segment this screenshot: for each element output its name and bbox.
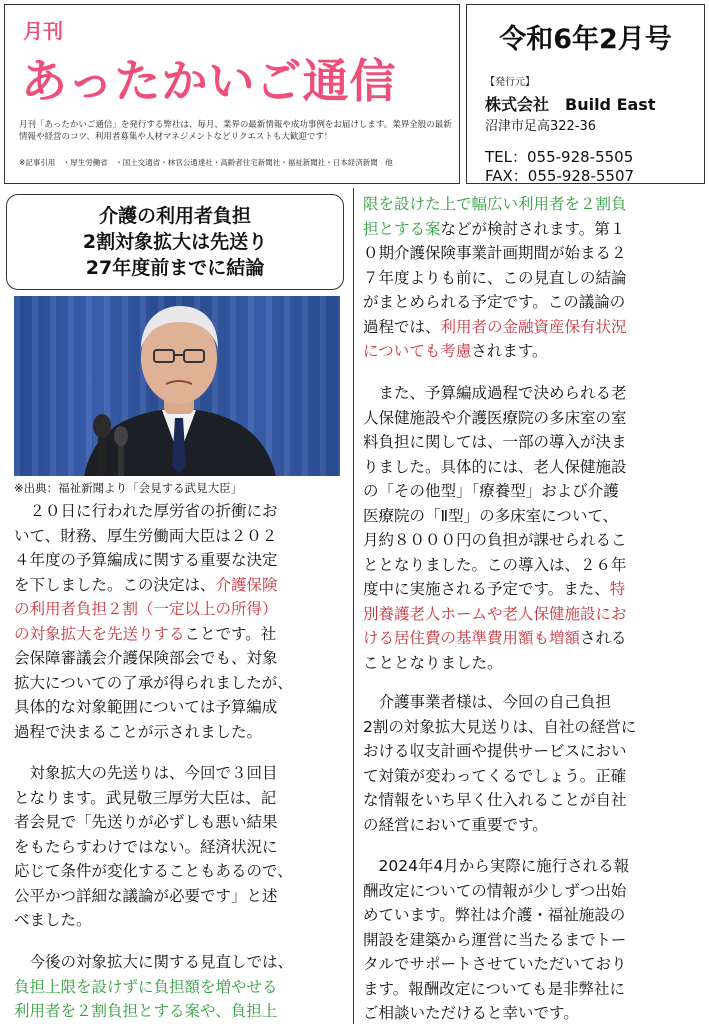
text-line: の「その他型」「療養型」および介護 [363,482,619,500]
publisher-label: 【発行元】 [485,77,535,88]
text-line: を下しました。この決定は、介護保険 [14,575,278,594]
fax-number: FAX：055-928-5507 [485,167,635,185]
text-line: いて、財務、厚生労働両大臣は２０２ [14,526,278,545]
text-line: 担とする案などが検討されます。第１ [363,219,626,238]
text-line: ２０日に行われた厚労省の折衝にお [14,502,278,520]
left-paragraph-2 [14,761,293,933]
highlight-green: 利用者を２割負担とする案や、負担上 [14,1002,278,1020]
text-line: タルでサポートさせていただいており [363,955,627,973]
text-line: りました。具体的には、老人保健施設 [363,457,627,476]
text-line: また、予算編成過程で決められる老 [363,384,627,402]
text-line: となります。武見敬三厚労大臣は、記 [14,788,277,807]
highlight-green: 限を設けた上で幅広い利用者を２割負 [363,195,627,213]
text-line: 拡大についての了承が得られましたが、 [14,673,293,692]
text-line: こととなりました。 [363,653,503,672]
text-line: 度中に実施される予定です。また、特 [363,580,626,598]
company-name: 株式会社 Build East [485,95,656,114]
column-divider [353,188,354,1024]
right-paragraph-4 [363,854,629,1024]
text-line: おける収支計画や提供サービスにおい [363,742,627,760]
text-line: べました。 [14,911,92,929]
right-paragraph-3 [363,690,636,837]
highlight-green: 負担上限を設けずに負担額を増やせる [14,977,278,996]
headline-line: 27年度前までに結論 [85,257,265,279]
text-line: 具体的な対象範囲については予算編成 [14,698,278,716]
headline-line: 2割対象拡大は先送り [82,231,268,253]
text-line: の経営において重要です。 [363,815,548,834]
text-line: 人保健施設や介護医療院の多床室の室 [363,408,627,427]
text-line: ご相談いただけると幸いです。 [363,1004,579,1022]
text-line: 今後の対象拡大に関する見直しでは、 [14,953,294,971]
text-line: 過程では、利用者の金融資産保有状況 [363,317,627,336]
newsletter-title: あったかいご通信 [21,54,397,108]
issue-date: 令和6年2月号 [499,24,672,55]
text-line: ４年度の予算編成に関する重要な決定 [14,551,278,569]
text-line: 2割の対象拡大見送りは、自社の経営に [363,717,637,736]
text-line: ０期介護保険事業計画期間が始まる２ [363,244,627,262]
text-line: 月約８０００円の負担が課せられるこ [363,531,627,549]
text-line: の対象拡大を先送りすることです。社 [14,624,277,643]
article-headline [6,194,344,290]
citation-sources: ※記事引用 ・厚生労働省 ・国土交通省・林官公通達社・高齢者住宅新聞社・福祉新聞社・日本経済新聞 他 [19,158,393,167]
press-conference-photo [14,296,340,476]
right-paragraph-2 [363,381,627,675]
text-line: がまとめられる予定です。この議論の [363,293,626,311]
text-line: 開設を建築から運営に当たるまでトー [363,930,627,949]
newsletter-description: 月刊「あったかいご通信」を発行する弊社は、毎月、業界の最新情報や成功事例をお届けします。業界全般の最新情報や経営のコツ、利用者募集や人材マネジメントなどリクエストも大歓迎です！ [19,120,452,142]
text-line: 者会見で「先送りが必ずしも悪い結果 [14,813,278,831]
text-line: ７年度よりも前に、この見直しの結論 [363,268,627,287]
text-line: についても考慮されます。 [363,342,548,360]
right-paragraph-1 [363,192,627,364]
text-line: 料負担に関しては、一部の導入が決ま [363,433,627,451]
text-line: ける居住費の基準費用額も増額される [363,629,627,647]
photo-caption: ※出典：福祉新聞より「会見する武見大臣」 [14,481,243,495]
company-address: 沼津市足高322-36 [485,119,597,134]
headline-line: 介護の利用者負担 [98,205,251,227]
text-line: 応じて条件が変化することもあるので、 [14,862,293,880]
phone-number: TEL：055-928-5505 [485,148,634,166]
text-line: 医療院の「Ⅱ型」の多床室について、 [363,506,619,525]
text-line: 酬改定についての情報が少しずつ出始 [363,881,627,900]
text-line: 公平かつ詳細な議論が必要です」と述 [14,886,278,905]
left-paragraph-1 [14,499,293,744]
text-line: ととなりました。この導入は、２６年 [363,555,627,574]
text-line: 介護事業者様は、今回の自己負担 [363,693,612,711]
issue-info-box [466,4,705,184]
highlight-red: 別養護老人ホームや老人保健施設にお [363,604,627,623]
masthead-label: 月刊 [23,19,63,43]
text-line: 2024年4月から実際に施行される報 [363,857,630,875]
text-line: 対象拡大の先送りは、今回で３回目 [14,764,278,782]
text-line: をもたらすわけではない。経済状況に [14,837,278,856]
text-line: 過程で決まることが示されました。 [14,722,263,741]
highlight-red: の利用者負担２割（一定以上の所得） [14,600,278,618]
masthead [4,4,460,184]
text-line: ます。報酬改定についても是非弊社に [363,979,625,998]
left-paragraph-3 [14,950,293,1024]
text-line: 会保障審議会介護保険部会でも、対象 [14,649,278,667]
text-line: て対策が変わってくるでしょう。正確 [363,766,627,785]
text-line: めています。弊社は介護・福祉施設の [363,906,626,924]
text-line: な情報をいち早く仕入れることが自社 [363,791,627,809]
